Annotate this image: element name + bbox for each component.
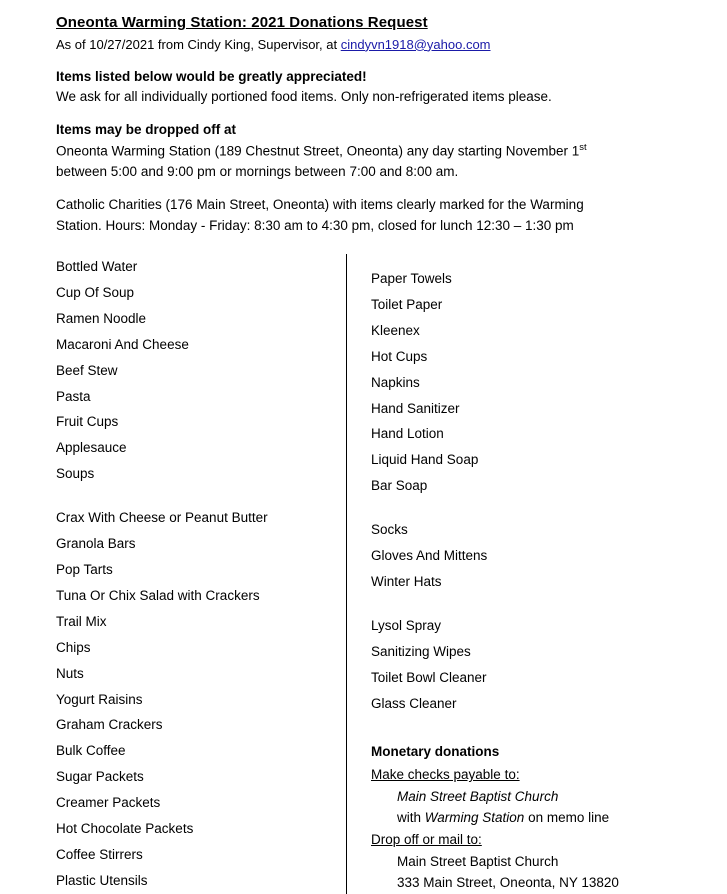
list-item: Bar Soap bbox=[371, 478, 428, 494]
list-item: Glass Cleaner bbox=[371, 695, 457, 711]
dropoff-location-2: Catholic Charities (176 Main Street, Oneonta) with items clearly marked for the Warming bbox=[56, 197, 584, 213]
list-item: Granola Bars bbox=[56, 536, 136, 552]
list-item: Gloves And Mittens bbox=[371, 548, 488, 564]
dropoff-location-1-text: Oneonta Warming Station (189 Chestnut Street, Oneonta) any day starting November 1 bbox=[56, 143, 580, 159]
list-item: Coffee Stirrers bbox=[56, 846, 143, 862]
items-columns bbox=[56, 254, 703, 894]
dropoff-ordinal-suffix: st bbox=[579, 141, 587, 153]
checks-payable-label: Make checks payable to: bbox=[371, 767, 520, 783]
list-item: Trail Mix bbox=[56, 613, 107, 629]
contact-email-link[interactable]: cindyvn1918@yahoo.com bbox=[340, 36, 491, 52]
right-items-column bbox=[347, 266, 703, 894]
mail-address-line-1: Main Street Baptist Church bbox=[397, 853, 559, 869]
list-item: Soups bbox=[56, 466, 95, 482]
list-item: Kleenex bbox=[371, 322, 420, 338]
list-item: Graham Crackers bbox=[56, 717, 163, 733]
list-item: Hot Chocolate Packets bbox=[56, 821, 194, 837]
list-item: Sanitizing Wipes bbox=[371, 643, 471, 659]
list-item: Pasta bbox=[56, 388, 91, 404]
subtitle-text: As of 10/27/2021 from Cindy King, Supervisor, at bbox=[56, 36, 341, 52]
list-gap bbox=[371, 499, 703, 517]
list-item: Nuts bbox=[56, 665, 84, 681]
list-gap bbox=[56, 487, 338, 505]
monetary-donations-heading: Monetary donations bbox=[371, 743, 500, 759]
list-item: Paper Towels bbox=[371, 271, 452, 287]
dropoff-hours-1: between 5:00 and 9:00 pm or mornings between 7:00 and 8:00 am. bbox=[56, 164, 459, 180]
list-item: Applesauce bbox=[56, 440, 127, 456]
dropoff-location-1 bbox=[56, 141, 703, 161]
list-item: Liquid Hand Soap bbox=[371, 452, 479, 468]
list-item: Sugar Packets bbox=[56, 769, 144, 785]
list-item: Hand Sanitizer bbox=[371, 400, 460, 416]
list-item: Crax With Cheese or Peanut Butter bbox=[56, 510, 268, 526]
memo-prefix: with bbox=[397, 810, 425, 826]
list-item: Macaroni And Cheese bbox=[56, 336, 189, 352]
dropoff-heading: Items may be dropped off at bbox=[56, 121, 237, 137]
memo-line-instruction bbox=[371, 807, 703, 829]
list-gap bbox=[371, 595, 703, 613]
list-item: Pop Tarts bbox=[56, 562, 113, 577]
memo-suffix: on memo line bbox=[524, 810, 610, 826]
list-item: Tuna Or Chix Salad with Crackers bbox=[56, 587, 260, 603]
list-item: Yogurt Raisins bbox=[56, 691, 143, 707]
appreciation-text: We ask for all individually portioned food items. Only non-refrigerated items please. bbox=[56, 88, 552, 104]
page-title: Oneonta Warming Station: 2021 Donations Request bbox=[56, 14, 428, 31]
list-item: Beef Stew bbox=[56, 362, 118, 378]
mail-address-line-2: 333 Main Street, Oneonta, NY 13820 bbox=[397, 875, 619, 891]
list-item: Lysol Spray bbox=[371, 617, 442, 633]
left-items-column bbox=[56, 254, 346, 894]
list-item: Fruit Cups bbox=[56, 414, 119, 430]
list-item: Cup Of Soup bbox=[56, 284, 135, 300]
list-item: Bottled Water bbox=[56, 259, 138, 275]
list-item: Bulk Coffee bbox=[56, 743, 126, 759]
dropoff-hours-2: Station. Hours: Monday - Friday: 8:30 am to 4:30 pm, closed for lunch 12:30 – 1:30 pm bbox=[56, 218, 574, 234]
appreciation-heading: Items listed below would be greatly appreciated! bbox=[56, 68, 367, 84]
list-item: Napkins bbox=[371, 374, 420, 390]
mail-to-label: Drop off or mail to: bbox=[371, 831, 482, 847]
list-item: Toilet Paper bbox=[371, 296, 443, 312]
list-item: Chips bbox=[56, 639, 91, 655]
list-item: Winter Hats bbox=[371, 574, 442, 589]
list-item: Socks bbox=[371, 522, 408, 538]
list-item: Creamer Packets bbox=[56, 795, 161, 811]
list-item: Plastic Utensils bbox=[56, 872, 148, 888]
checks-payee: Main Street Baptist Church bbox=[397, 788, 559, 804]
list-item: Toilet Bowl Cleaner bbox=[371, 669, 487, 685]
list-item: Hot Cups bbox=[371, 348, 428, 364]
list-item: Ramen Noodle bbox=[56, 310, 147, 326]
document-subtitle bbox=[56, 37, 703, 54]
memo-italic-text: Warming Station bbox=[424, 810, 525, 826]
list-item: Hand Lotion bbox=[371, 426, 444, 442]
